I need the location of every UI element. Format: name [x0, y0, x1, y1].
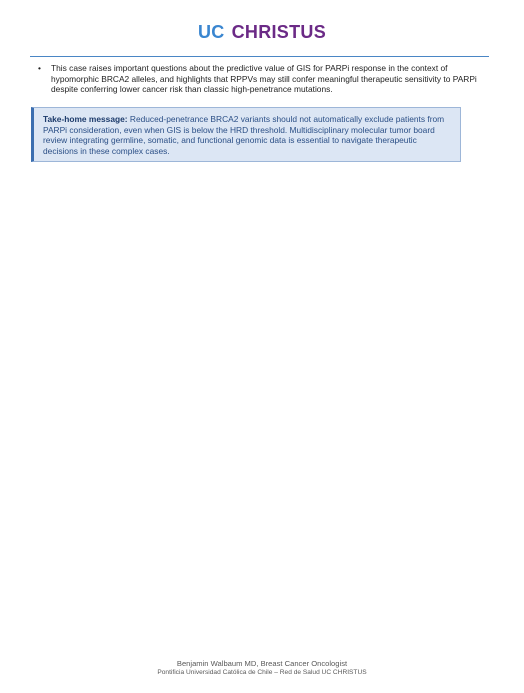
bullet-list — [38, 63, 488, 95]
take-home-label: Take-home message: — [43, 114, 128, 124]
bullet-dot-icon: • — [38, 63, 41, 73]
bullet-item — [38, 63, 488, 95]
logo-christus-text: CHRISTUS — [231, 22, 326, 42]
footer-author: Benjamin Walbaum MD, Breast Cancer Oncologist — [176, 659, 348, 668]
page-footer — [0, 659, 524, 677]
logo-uc-text: UC — [197, 22, 225, 42]
uc-christus-logo — [0, 22, 524, 43]
header-divider — [30, 56, 489, 57]
take-home-text: Reduced-penetrance BRCA2 variants should not automatically exclude patients from PARPi consideration, even when GIS is below the HRD threshold. Multidisciplinary molecular tumor board review integrating germline, somatic, and functional genomic data is essential to navigate therapeutic decisions in these complex cases. — [43, 114, 445, 156]
take-home-callout — [31, 107, 461, 162]
footer-institution: Pontificia Universidad Católica de Chile – Red de Salud UC CHRISTUS — [157, 669, 367, 676]
bullet-text: This case raises important questions about the predictive value of GIS for PARPi response in the context of hypomorphic BRCA2 alleles, and highlights that RPPVs may still confer meaningful therapeutic sensitivity to PARPi despite conferring lower cancer risk than classic high-penetrance mutations. — [51, 63, 477, 95]
